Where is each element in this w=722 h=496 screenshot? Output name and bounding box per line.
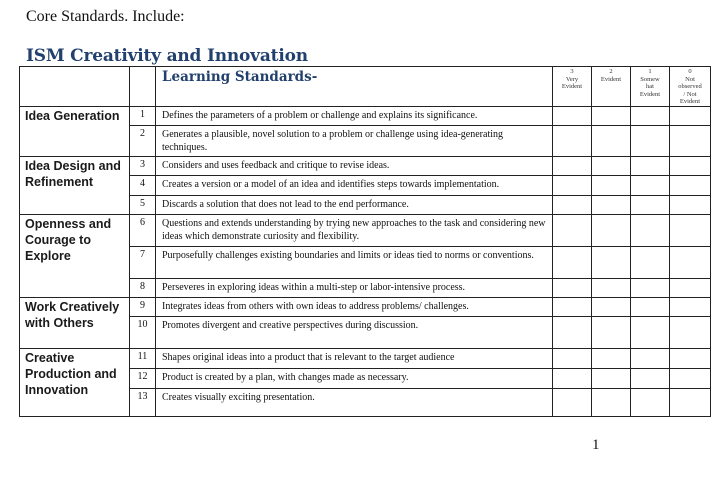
rating-cell-0[interactable] bbox=[670, 247, 711, 279]
rating-cell-2[interactable] bbox=[592, 389, 631, 417]
category-work-creatively: Work Creatively with Others bbox=[20, 298, 130, 349]
rating-cell-2[interactable] bbox=[592, 196, 631, 215]
rating-cell-1[interactable] bbox=[631, 215, 670, 247]
category-openness: Openness and Courage to Explore bbox=[20, 215, 130, 298]
page-number: 1 bbox=[592, 437, 600, 453]
rating-cell-0[interactable] bbox=[670, 126, 711, 157]
rating-cell-2[interactable] bbox=[592, 157, 631, 176]
rating-cell-0[interactable] bbox=[670, 369, 711, 389]
rating-cell-2[interactable] bbox=[592, 215, 631, 247]
standard-number: 10 bbox=[130, 317, 156, 349]
rating-cell-2[interactable] bbox=[592, 317, 631, 349]
table-row bbox=[20, 215, 711, 247]
category-idea-generation: Idea Generation bbox=[20, 107, 130, 157]
rating-cell-3[interactable] bbox=[553, 196, 592, 215]
standard-description: Considers and uses feedback and critique to revise ideas. bbox=[156, 157, 553, 176]
standards-table bbox=[19, 66, 711, 417]
rating-cell-3[interactable] bbox=[553, 349, 592, 369]
standard-description: Integrates ideas from others with own ideas to address problems/ challenges. bbox=[156, 298, 553, 317]
rating-cell-0[interactable] bbox=[670, 215, 711, 247]
rating-cell-0[interactable] bbox=[670, 317, 711, 349]
standard-description: Shapes original ideas into a product that is relevant to the target audience bbox=[156, 349, 553, 369]
standard-description: Product is created by a plan, with changes made as necessary. bbox=[156, 369, 553, 389]
standard-number: 3 bbox=[130, 157, 156, 176]
rating-cell-1[interactable] bbox=[631, 126, 670, 157]
standard-number: 4 bbox=[130, 176, 156, 196]
rating-cell-0[interactable] bbox=[670, 196, 711, 215]
rating-cell-3[interactable] bbox=[553, 157, 592, 176]
rating-cell-0[interactable] bbox=[670, 389, 711, 417]
standard-number: 13 bbox=[130, 389, 156, 417]
rating-cell-1[interactable] bbox=[631, 389, 670, 417]
rating-cell-2[interactable] bbox=[592, 247, 631, 279]
rating-cell-1[interactable] bbox=[631, 369, 670, 389]
rating-cell-2[interactable] bbox=[592, 126, 631, 157]
rating-cell-1[interactable] bbox=[631, 196, 670, 215]
rating-cell-1[interactable] bbox=[631, 317, 670, 349]
rating-cell-1[interactable] bbox=[631, 247, 670, 279]
standard-description: Creates a version or a model of an idea and identifies steps towards implementation. bbox=[156, 176, 553, 196]
standard-number: 6 bbox=[130, 215, 156, 247]
rating-cell-1[interactable] bbox=[631, 176, 670, 196]
standard-number: 1 bbox=[130, 107, 156, 126]
rating-cell-2[interactable] bbox=[592, 369, 631, 389]
rating-cell-3[interactable] bbox=[553, 298, 592, 317]
rating-cell-0[interactable] bbox=[670, 349, 711, 369]
rating-cell-3[interactable] bbox=[553, 317, 592, 349]
category-idea-design: Idea Design and Refinement bbox=[20, 157, 130, 215]
intro-text: Core Standards. Include: bbox=[26, 8, 185, 25]
rating-cell-1[interactable] bbox=[631, 298, 670, 317]
standard-number: 8 bbox=[130, 279, 156, 298]
rating-cell-2[interactable] bbox=[592, 107, 631, 126]
table-header-row bbox=[20, 67, 711, 107]
rating-cell-3[interactable] bbox=[553, 369, 592, 389]
standard-number: 11 bbox=[130, 349, 156, 369]
standard-description: Defines the parameters of a problem or challenge and explains its significance. bbox=[156, 107, 553, 126]
rating-cell-1[interactable] bbox=[631, 349, 670, 369]
standard-number: 7 bbox=[130, 247, 156, 279]
header-empty-category bbox=[20, 67, 130, 107]
rating-cell-1[interactable] bbox=[631, 157, 670, 176]
rating-cell-3[interactable] bbox=[553, 279, 592, 298]
standard-description: Perseveres in exploring ideas within a multi-step or labor-intensive process. bbox=[156, 279, 553, 298]
rating-cell-1[interactable] bbox=[631, 279, 670, 298]
rating-cell-3[interactable] bbox=[553, 107, 592, 126]
rating-header-3: 3 Very Evident bbox=[553, 67, 592, 107]
rating-cell-0[interactable] bbox=[670, 279, 711, 298]
header-empty-number bbox=[130, 67, 156, 107]
rating-cell-0[interactable] bbox=[670, 176, 711, 196]
rating-header-0: 0 Not observed / Not Evident bbox=[670, 67, 711, 107]
header-learning-standards: Learning Standards- bbox=[156, 67, 553, 107]
rating-cell-3[interactable] bbox=[553, 389, 592, 417]
table-row bbox=[20, 349, 711, 369]
rating-header-2: 2 Evident bbox=[592, 67, 631, 107]
standard-number: 2 bbox=[130, 126, 156, 157]
table-row bbox=[20, 298, 711, 317]
rating-cell-1[interactable] bbox=[631, 107, 670, 126]
standard-number: 12 bbox=[130, 369, 156, 389]
standard-description: Questions and extends understanding by trying new approaches to the task and considering new ideas which demonstrate curiosity and flexibility. bbox=[156, 215, 553, 247]
standard-description: Generates a plausible, novel solution to a problem or challenge using idea-generating techniques. bbox=[156, 126, 553, 157]
standard-number: 5 bbox=[130, 196, 156, 215]
rating-cell-0[interactable] bbox=[670, 298, 711, 317]
standard-description: Discards a solution that does not lead to the end performance. bbox=[156, 196, 553, 215]
rating-cell-3[interactable] bbox=[553, 176, 592, 196]
rating-cell-0[interactable] bbox=[670, 157, 711, 176]
standard-description: Creates visually exciting presentation. bbox=[156, 389, 553, 417]
rating-cell-3[interactable] bbox=[553, 126, 592, 157]
rating-cell-3[interactable] bbox=[553, 247, 592, 279]
table-row bbox=[20, 107, 711, 126]
standard-description: Promotes divergent and creative perspectives during discussion. bbox=[156, 317, 553, 349]
standard-number: 9 bbox=[130, 298, 156, 317]
rating-cell-2[interactable] bbox=[592, 176, 631, 196]
rating-cell-3[interactable] bbox=[553, 215, 592, 247]
rating-cell-2[interactable] bbox=[592, 298, 631, 317]
rating-cell-0[interactable] bbox=[670, 107, 711, 126]
table-row bbox=[20, 157, 711, 176]
rating-cell-2[interactable] bbox=[592, 349, 631, 369]
document-title: ISM Creativity and Innovation bbox=[26, 46, 308, 66]
standard-description: Purposefully challenges existing boundaries and limits or ideas tied to norms or conventions. bbox=[156, 247, 553, 279]
category-creative-production: Creative Production and Innovation bbox=[20, 349, 130, 417]
rating-header-1: 1 Somew hat Evident bbox=[631, 67, 670, 107]
rating-cell-2[interactable] bbox=[592, 279, 631, 298]
